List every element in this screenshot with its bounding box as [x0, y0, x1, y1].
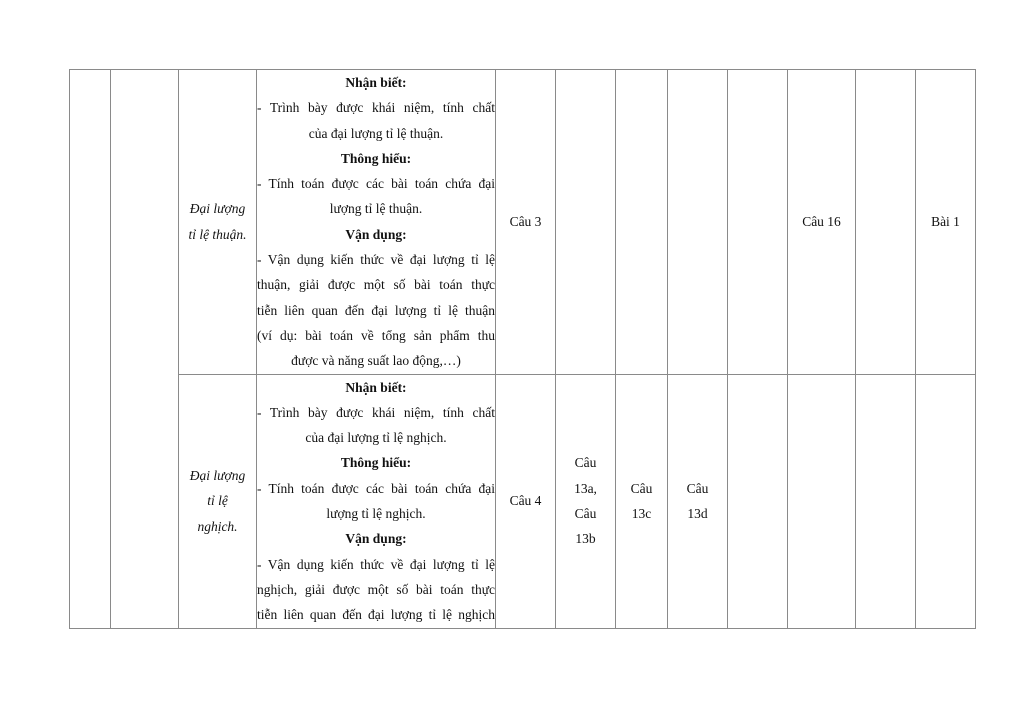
question-cell [728, 70, 788, 375]
description-cell [257, 374, 496, 628]
topic-line: tỉ lệ thuận. [188, 226, 247, 242]
level-heading: Thông hiểu: [340, 150, 412, 166]
topic-line: tỉ lệ [207, 493, 228, 509]
merged-cell-col2 [111, 70, 179, 629]
description-line: - Vận dụng kiến thức về đại lượng tỉ lệ [257, 556, 495, 572]
question-cell [916, 70, 976, 375]
description-line: - Trình bày được khái niệm, tính chất [257, 100, 495, 116]
question-cell [668, 70, 728, 375]
description-cell [257, 70, 496, 375]
topic-cell [179, 374, 257, 628]
question-cell [668, 374, 728, 628]
question-cell [556, 374, 616, 628]
matrix-table [69, 69, 976, 629]
question-label: 13b [575, 531, 596, 547]
question-label: Câu 16 [802, 214, 841, 230]
question-label: Câu 4 [509, 493, 542, 509]
topic-line: Đại lượng [189, 201, 246, 217]
question-label: 13d [687, 506, 708, 522]
question-cell [616, 70, 668, 375]
table-row [70, 374, 976, 628]
description-line: thuận, giải được một số bài toán thực [257, 277, 495, 293]
level-heading: Vận dụng: [345, 531, 407, 547]
merged-cell-col1 [70, 70, 111, 629]
description-line: lượng tỉ lệ nghịch. [326, 506, 426, 522]
question-cell [856, 374, 916, 628]
question-label: Câu [630, 480, 653, 496]
question-label: Câu [574, 455, 597, 471]
level-heading: Vận dụng: [345, 226, 407, 242]
description-line: - Vận dụng kiến thức về đại lượng tỉ lệ [257, 252, 495, 268]
level-heading: Nhận biết: [345, 379, 407, 395]
topic-cell [179, 70, 257, 375]
topic-line: nghịch. [197, 518, 238, 534]
question-cell [856, 70, 916, 375]
level-heading: Thông hiểu: [340, 455, 412, 471]
question-label: Câu [686, 480, 709, 496]
question-cell [556, 70, 616, 375]
question-cell [788, 374, 856, 628]
description-line: - Tính toán được các bài toán chứa đại [257, 176, 495, 192]
question-label: Câu [574, 506, 597, 522]
question-label: 13c [631, 506, 652, 522]
question-cell [916, 374, 976, 628]
question-cell [616, 374, 668, 628]
description-line: của đại lượng tỉ lệ thuận. [308, 125, 444, 141]
description-line: lượng tỉ lệ thuận. [329, 201, 423, 217]
description-line: - Trình bày được khái niệm, tính chất [257, 404, 495, 420]
question-cell [728, 374, 788, 628]
description-line: được và năng suất lao động,…) [291, 353, 461, 369]
question-label: Bài 1 [931, 214, 960, 230]
description-line: (ví dụ: bài toán về tổng sản phẩm thu [257, 327, 495, 343]
description-line: tiễn liên quan đến đại lượng tỉ lệ nghịch [257, 607, 495, 623]
question-cell [496, 374, 556, 628]
question-cell [496, 70, 556, 375]
topic-line: Đại lượng [189, 468, 246, 484]
question-label: 13a, [574, 480, 597, 496]
question-cell [788, 70, 856, 375]
description-line: nghịch, giải được một số bài toán thực [257, 581, 495, 597]
description-line: của đại lượng tỉ lệ nghịch. [305, 430, 447, 446]
level-heading: Nhận biết: [345, 75, 407, 90]
description-line: tiễn liên quan đến đại lượng tỉ lệ thuận [257, 302, 495, 318]
table-row [70, 70, 976, 375]
question-label: Câu 3 [509, 214, 542, 230]
description-line: - Tính toán được các bài toán chứa đại [257, 480, 495, 496]
